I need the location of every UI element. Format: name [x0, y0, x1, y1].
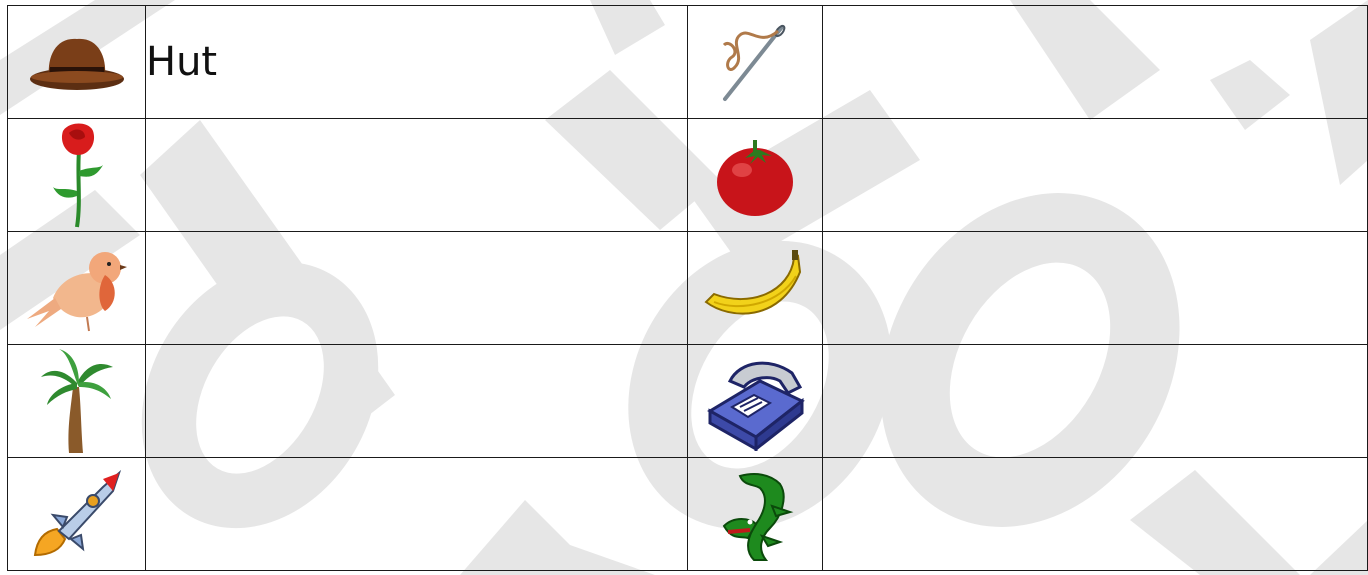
word-cell — [146, 232, 688, 345]
banana-icon — [700, 246, 810, 330]
rose-icon — [47, 121, 107, 229]
word-cell — [823, 232, 1368, 345]
hat-icon — [27, 27, 127, 97]
word-cell — [146, 119, 688, 232]
rocket-icon — [27, 469, 127, 559]
robin-icon — [23, 243, 131, 333]
picture-cell — [8, 6, 146, 119]
picture-cell — [688, 232, 823, 345]
table-row — [8, 6, 1368, 119]
vocabulary-table — [7, 5, 1368, 571]
picture-cell — [8, 232, 146, 345]
picture-cell — [8, 458, 146, 571]
word-cell: Hut — [146, 6, 688, 119]
picture-cell — [8, 345, 146, 458]
needle-icon — [710, 17, 800, 107]
crocodile-icon — [710, 466, 800, 562]
word-cell — [823, 119, 1368, 232]
table-row — [8, 119, 1368, 232]
picture-cell — [688, 345, 823, 458]
picture-cell — [8, 119, 146, 232]
table-row — [8, 458, 1368, 571]
table-row — [8, 232, 1368, 345]
telephone-icon — [700, 351, 810, 451]
picture-cell — [688, 458, 823, 571]
word-cell — [146, 345, 688, 458]
word-cell — [823, 458, 1368, 571]
word-cell — [823, 6, 1368, 119]
table-row — [8, 345, 1368, 458]
picture-cell — [688, 119, 823, 232]
word-cell — [823, 345, 1368, 458]
palm-tree-icon — [37, 347, 117, 455]
picture-cell — [688, 6, 823, 119]
word-cell — [146, 458, 688, 571]
tomato-icon — [710, 130, 800, 220]
